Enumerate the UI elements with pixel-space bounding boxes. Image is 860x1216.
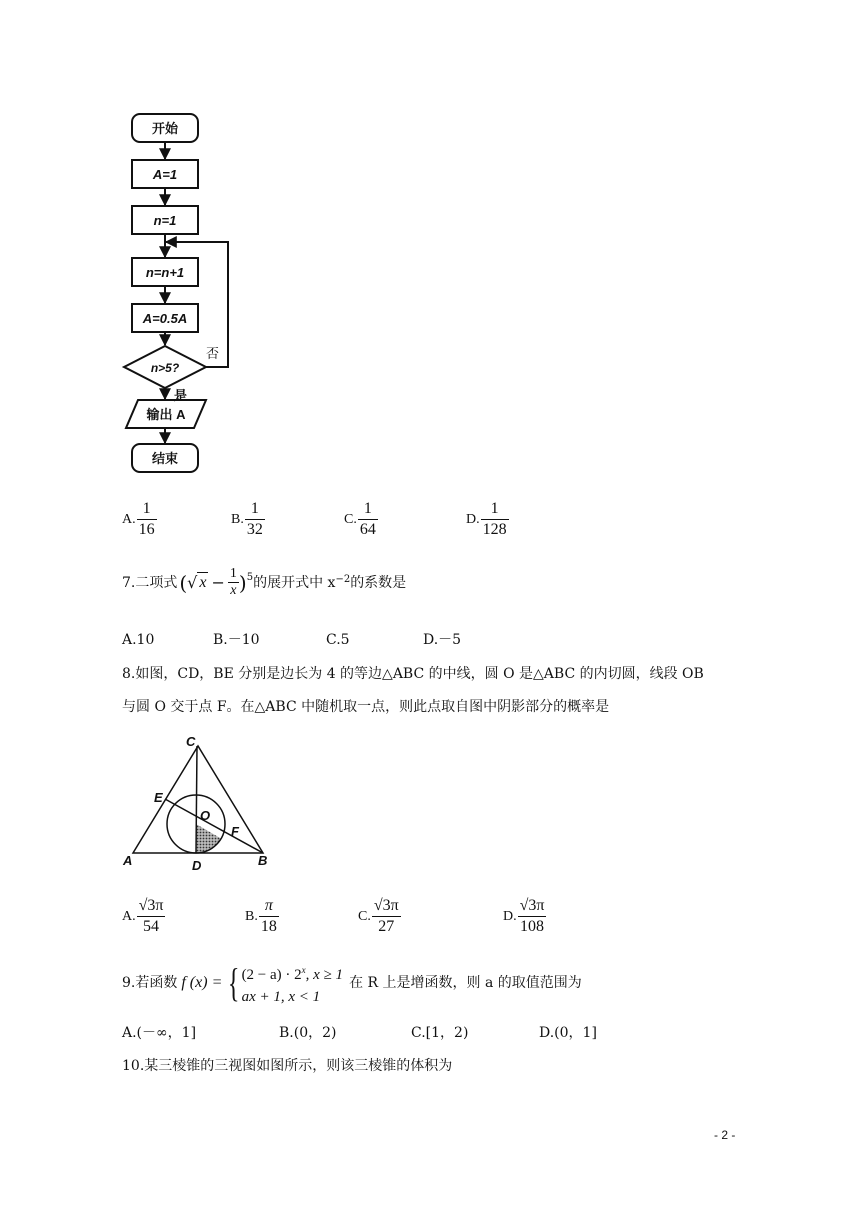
triangle-figure xyxy=(118,732,278,874)
q9-stem: 9.若函数 f (x) = { $(2 - a) \cdot 2^x$, x ≥ 1 ax + 1, x < 1 在 R 上是增函数，则 a 的取值范围为 xyxy=(122,960,582,1005)
flow-a-init-text: A=1 xyxy=(152,167,178,182)
label-b: B xyxy=(258,853,268,868)
q9-fx: f (x) = xyxy=(181,974,223,991)
q10-stem: 10.某三棱锥的三视图如图所示，则该三棱锥的体积为 xyxy=(122,1058,453,1074)
q7-option-d: D.－5 xyxy=(423,632,462,648)
q8-option-c: C. √3π 27 xyxy=(358,897,399,935)
q6-option-b: B. 1 32 xyxy=(231,500,263,538)
q9-option-b: B.(0，2) xyxy=(279,1025,337,1041)
q7-sqrt-var: x xyxy=(199,574,207,591)
flow-a-half-text: A=0.5A xyxy=(142,311,188,326)
label-c: C xyxy=(186,734,196,749)
q6-option-c: C. 1 64 xyxy=(344,500,376,538)
q7-suffix: 的系数是 xyxy=(350,574,407,591)
q8-option-b: B. π 18 xyxy=(245,897,277,935)
page-number: - 2 - xyxy=(714,1128,736,1142)
flow-end-text: 结束 xyxy=(151,451,179,466)
flow-no-label: 否 xyxy=(206,346,220,361)
q9-prefix: 9.若函数 xyxy=(122,975,178,991)
flow-start-text: 开始 xyxy=(151,121,179,136)
q7-option-a: A.10 xyxy=(122,632,155,648)
q6-option-a: A. 1 16 xyxy=(122,500,155,538)
q9-suffix: 在 R 上是增函数，则 a 的取值范围为 xyxy=(349,975,582,991)
q7-option-b: B.－10 xyxy=(213,632,260,648)
flow-condition-text: n>5? xyxy=(150,361,180,375)
q9-option-a: A.(－∞，1] xyxy=(122,1025,197,1041)
flow-output-text: 输出 A xyxy=(146,407,186,422)
flow-n-inc-text: n=n+1 xyxy=(145,265,185,280)
q9-option-d: D.(0，1] xyxy=(539,1025,597,1041)
q8-line1: 8.如图，CD，BE 分别是边长为 4 的等边△ABC 的中线，圆 O 是△ABC 的内切圆，线段 OB xyxy=(122,666,704,682)
flow-yes-label: 是 xyxy=(174,388,188,403)
label-a: A xyxy=(123,853,133,868)
q7-middle: 的展开式中 x xyxy=(253,574,336,591)
label-d: D xyxy=(192,858,202,873)
q8-option-a: A. √3π 54 xyxy=(122,897,164,935)
q6-option-d: D. 1 128 xyxy=(466,500,507,538)
label-o: O xyxy=(200,808,211,823)
label-e: E xyxy=(154,790,163,805)
flow-n-init-text: n=1 xyxy=(153,213,177,228)
q8-line2: 与圆 O 交于点 F。在△ABC 中随机取一点，则此点取自图中阴影部分的概率是 xyxy=(122,699,610,715)
flowchart xyxy=(118,108,248,478)
q7-stem: 7.二项式 ( √ x − 1 x ) $^5$ 的展开式中 x −2 的系数是 xyxy=(122,566,407,598)
label-f: F xyxy=(231,824,239,839)
q7-option-c: C.5 xyxy=(326,632,350,648)
median-cd xyxy=(196,746,197,853)
q7-prefix: 7.二项式 xyxy=(122,574,178,591)
q9-option-c: C.[1，2) xyxy=(411,1025,469,1041)
q8-option-d: D. √3π 108 xyxy=(503,897,545,935)
